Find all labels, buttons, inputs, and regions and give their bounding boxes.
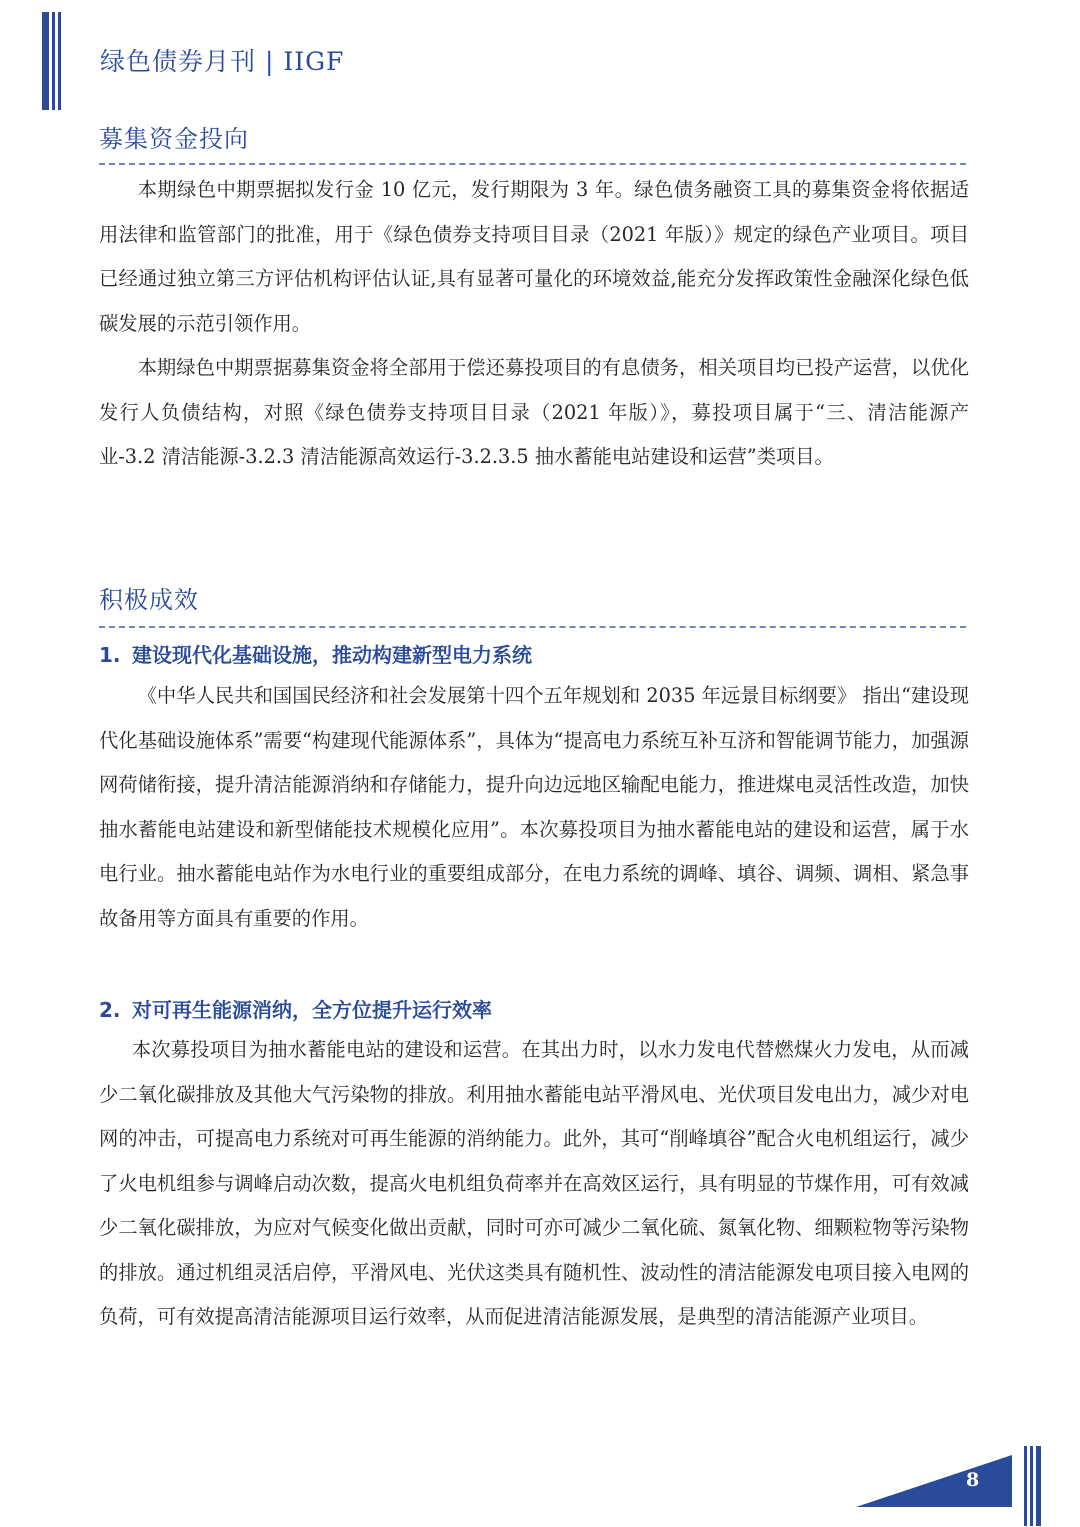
paragraph: 《中华人民共和国国民经济和社会发展第十四个五年规划和 2035 年远景目标纲要》 指出“建设现代化基础设施体系”需要“构建现代能源体系”，具体为“提高电力系统互补互济和智能调节能力，加强源网荷储衔接，提升清洁能源消纳和存储能力，提升向边远地区输配电能力，推进煤电灵活性改造，加快抽水蓄能电站建设和新型储能技术规模化应用”。本次募投项目为抽水蓄能电站的建设和运营，属于水电行业。抽水蓄能电站作为水电行业的重要组成部分，在电力系统的调峰、填谷、调频、调相、紧急事故备用等方面具有重要的作用。 bbox=[99, 684, 969, 930]
page-number: 8 bbox=[966, 1469, 980, 1491]
subsection-title-text: 建设现代化基础设施，推动构建新型电力系统 bbox=[132, 643, 532, 667]
paragraph: 本次募投项目为抽水蓄能电站的建设和运营。在其出力时，以水力发电代替燃煤火力发电，从而减少二氧化碳排放及其他大气污染物的排放。利用抽水蓄能电站平滑风电、光伏项目发电出力，减少对电网的冲击，可提高电力系统对可再生能源的消纳能力。此外，其可“削峰填谷”配合火电机组运行，减少了火电机组参与调峰启动次数，提高火电机组负荷率并在高效区运行，具有明显的节煤作用，可有效减少二氧化碳排放，为应对气候变化做出贡献，同时可亦可减少二氧化硫、氮氧化物、细颗粒物等污染物的排放。通过机组灵活启停，平滑风电、光伏这类具有随机性、波动性的清洁能源发电项目接入电网的负荷，可有效提高清洁能源项目运行效率，从而促进清洁能源发展，是典型的清洁能源产业项目。 bbox=[99, 1038, 969, 1328]
subsection-title bbox=[99, 994, 492, 1023]
subsection-number: 1. bbox=[99, 643, 121, 667]
section-divider bbox=[99, 626, 966, 628]
section-divider bbox=[99, 163, 966, 165]
publication-title: 绿色债券月刊 | IIGF bbox=[100, 47, 345, 76]
paragraph: 本期绿色中期票据募集资金将全部用于偿还募投项目的有息债务，相关项目均已投产运营，以优化发行人负债结构，对照《绿色债券支持项目目录（2021 年版）》，募投项目属于“三、清洁能源产业-3.2 清洁能源-3.2.3 清洁能源高效运行-3.2.3.5 抽水蓄能电站建设和运营”类项目。 bbox=[99, 356, 969, 468]
subsection-title-text: 对可再生能源消纳，全方位提升运行效率 bbox=[132, 998, 492, 1022]
paragraph: 本期绿色中期票据拟发行金 10 亿元，发行期限为 3 年。绿色债务融资工具的募集资金将依据适用法律和监管部门的批准，用于《绿色债券支持项目目录（2021 年版）》规定的绿色产业项目。项目已经通过独立第三方评估机构评估认证,具有显著可量化的环境效益,能充分发挥政策性金融深化绿色低碳发展的示范引领作用。 bbox=[99, 178, 969, 335]
subsection-number: 2. bbox=[99, 998, 121, 1022]
section-title-fund-use: 募集资金投向 bbox=[99, 125, 249, 153]
section-title-benefits: 积极成效 bbox=[99, 586, 199, 614]
page-number-badge bbox=[856, 1455, 1012, 1507]
subsection-title bbox=[99, 639, 532, 668]
